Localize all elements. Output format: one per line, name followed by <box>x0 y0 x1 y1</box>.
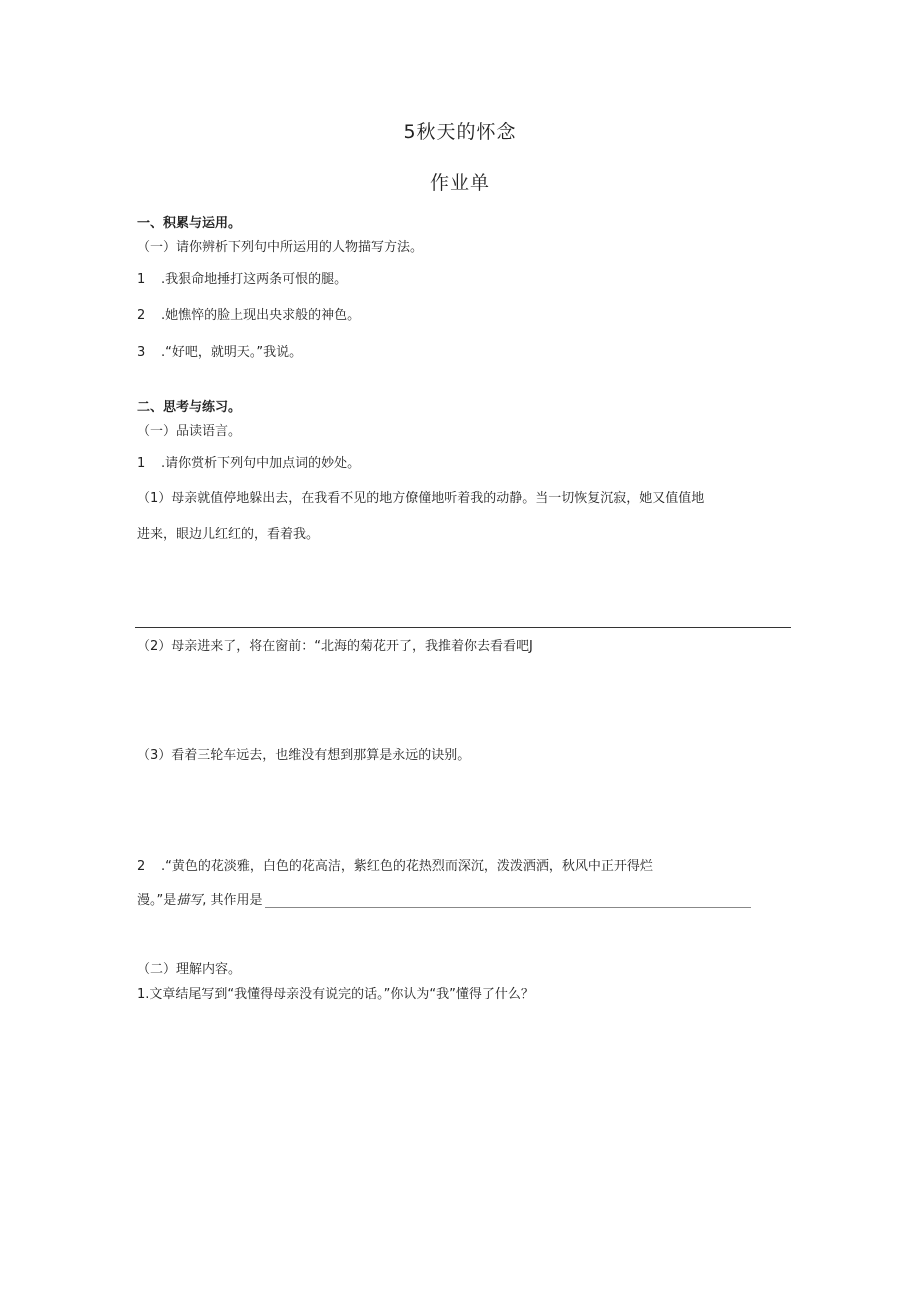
section2-q1 <box>137 452 360 471</box>
q2-text-a: 漫。”是 <box>137 893 177 908</box>
section2-q2-line1 <box>137 855 653 874</box>
passage-3: （3）看着三轮车远去，也维没有想到那算是永远的诀别。 <box>137 748 471 763</box>
item-number: 1 <box>137 272 146 287</box>
page-title: 5秋天的怀念 <box>403 121 517 143</box>
item-number: 2 <box>137 308 146 323</box>
item-text: .请你赏析下列句中加点词的妙处。 <box>161 456 361 471</box>
answer-divider <box>135 627 791 628</box>
item-number: 1 <box>137 456 146 471</box>
item-text: .她憔悴的脸上现出央求般的神色。 <box>161 308 361 323</box>
section2-sub2: （二）理解内容。 <box>137 962 242 977</box>
section1-item-1 <box>137 268 347 287</box>
section2-sub1: （一）品读语言。 <box>137 424 242 439</box>
item-number: 3 <box>137 345 146 360</box>
section2-q3: 1.文章结尾写到“我懂得母亲没有说完的话。”你认为“我”懂得了什么？ <box>137 987 534 1002</box>
passage-1-line1: （1）母亲就值停地躲出去，在我看不见的地方僚僮地听着我的动静。当一切恢复沉寂，她又值值地 <box>137 491 705 506</box>
section1-sub1: （一）请你辨析下列句中所运用的人物描写方法。 <box>137 240 424 255</box>
passage-2: （2）母亲进来了，将在窗前：“北海的菊花开了，我推着你去看看吧J <box>137 639 533 654</box>
item-text: .“好吧，就明天。”我说。 <box>161 345 303 360</box>
answer-blank[interactable] <box>265 893 751 908</box>
q2-text-b: 描写 <box>176 893 203 908</box>
section2-q2-line2: 漫。”是描写, 其作用是 <box>137 889 751 908</box>
section1-item-2 <box>137 304 360 323</box>
passage-1-line2: 进来，眼边儿红红的，看着我。 <box>137 527 320 542</box>
page-subtitle: 作业单 <box>429 172 490 194</box>
item-text: .我狠命地捶打这两条可恨的腿。 <box>161 272 348 287</box>
section1-item-3 <box>137 341 302 360</box>
section2-heading: 二、思考与练习。 <box>137 400 242 415</box>
section1-heading: 一、积累与运用。 <box>137 216 242 231</box>
q2-text-c: 其作用是 <box>210 893 263 908</box>
item-text: .“黄色的花淡雅，白色的花高洁，紫红色的花热烈而深沉，泼泼洒洒，秋风中正开得烂 <box>161 859 653 874</box>
item-number: 2 <box>137 859 146 874</box>
